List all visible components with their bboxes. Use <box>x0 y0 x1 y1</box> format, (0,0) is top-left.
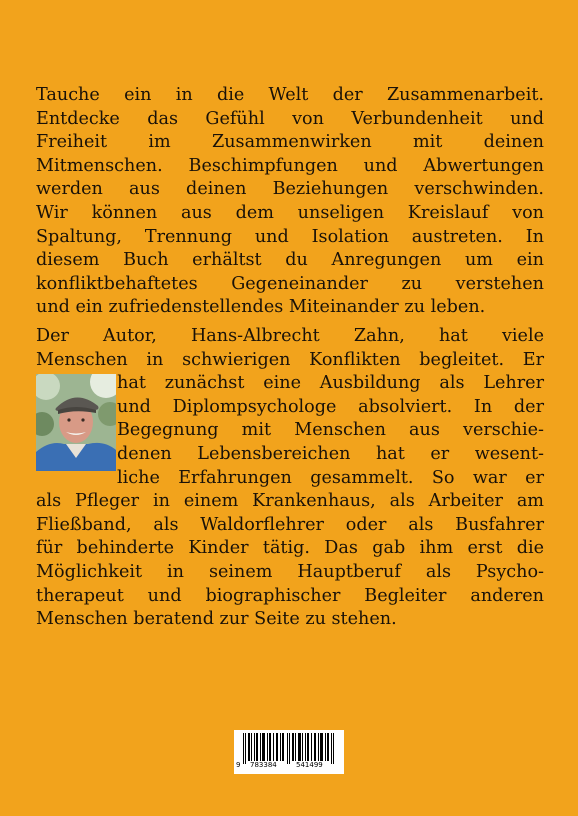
blurb-line: diesem Buch erhältst du Anregungen um ein <box>36 250 544 271</box>
author-line: liche Erfahrungen gesammelt. So war er <box>117 467 544 488</box>
author-portrait-image <box>36 374 116 471</box>
blurb-line: und ein zufriedenstellendes Miteinander zu leben. <box>36 297 486 318</box>
author-line: Begegnung mit Menschen aus verschie- <box>117 420 544 441</box>
author-photo <box>36 374 116 471</box>
author-line: als Pfleger in einem Krankenhaus, als Arbeiter am <box>36 491 544 512</box>
isbn-barcode <box>234 730 344 774</box>
barcode-digit-first: 9 <box>236 761 241 769</box>
author-line: Menschen beratend zur Seite zu stehen. <box>36 609 397 630</box>
author-line: Menschen in schwierigen Konflikten begleitet. Er <box>36 349 544 370</box>
barcode-digits-right: 541499 <box>296 761 323 769</box>
blurb-line: Freiheit im Zusammenwirken mit deinen <box>36 132 544 153</box>
author-line: denen Lebensbereichen hat er wesent- <box>117 443 544 464</box>
author-line: Der Autor, Hans-Albrecht Zahn, hat viele <box>36 326 544 346</box>
blurb-line: Spaltung, Trennung und Isolation austreten. In <box>36 226 544 247</box>
blurb-line: Wir können aus dem unseligen Kreislauf von <box>36 202 544 223</box>
blurb-line: werden aus deinen Beziehungen verschwinden. <box>36 179 544 200</box>
author-line: hat zunächst eine Ausbildung als Lehrer <box>117 373 544 394</box>
blurb-line: konfliktbehaftetes Gegeneinander zu verstehen <box>36 273 544 294</box>
barcode-digits-left: 783384 <box>250 761 277 769</box>
author-line: und Diplompsychologe absolviert. In der <box>117 396 544 417</box>
author-paragraph <box>36 325 544 632</box>
blurb-line: Entdecke das Gefühl von Verbundenheit und <box>36 108 544 129</box>
blurb-line: Mitmenschen. Beschimpfungen und Abwertungen <box>36 155 544 176</box>
author-line: Fließband, als Waldorflehrer oder als Busfahrer <box>36 514 544 535</box>
blurb-line: Tauche ein in die Welt der Zusammenarbeit. <box>36 85 544 105</box>
author-line: therapeut und biographischer Begleiter anderen <box>36 585 544 606</box>
author-line: Möglichkeit in seinem Hauptberuf als Psycho- <box>36 561 544 582</box>
blurb-paragraph <box>36 84 544 320</box>
author-line: für behinderte Kinder tätig. Das gab ihm erst die <box>36 538 544 559</box>
